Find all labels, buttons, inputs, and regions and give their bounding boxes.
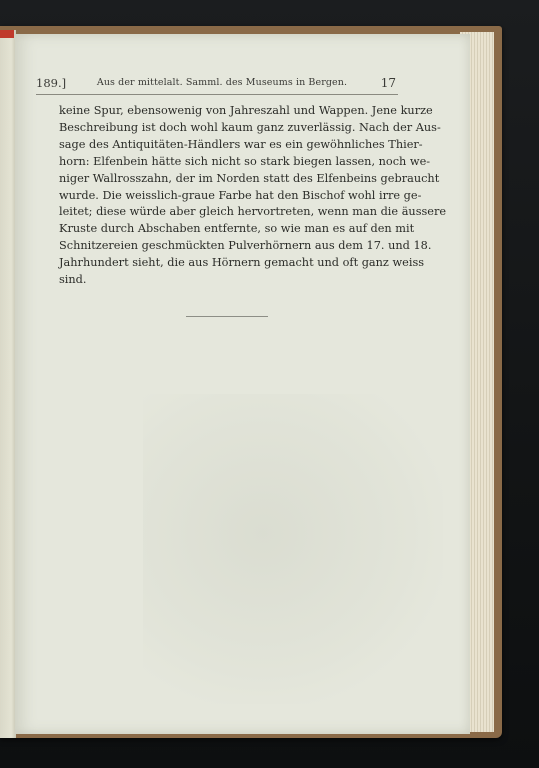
facing-page-edge (0, 30, 16, 738)
text-line: sage des Antiquitäten-Händlers war es ein gewöhnliches Thier- (59, 137, 423, 151)
header-title: Aus der mittelalt. Samml. des Museums in Bergen. (96, 77, 348, 88)
text-line: Schnitzereien geschmückten Pulverhörnern aus dem 17. und 18. (59, 239, 432, 253)
header-rule (36, 94, 398, 95)
section-separator (186, 316, 268, 317)
page-number: 17 (380, 76, 396, 90)
text-line: Kruste durch Abschaben entfernte, so wie man es auf den mit (59, 222, 415, 236)
header-year: 189.] (36, 76, 67, 90)
show-through-illustration (143, 394, 443, 704)
text-line: leitet; diese würde aber gleich hervortreten, wenn man die äussere (59, 205, 447, 219)
text-line: niger Wallrosszahn, der im Norden statt des Elfenbeins gebraucht (59, 171, 440, 185)
body-paragraph (59, 103, 447, 289)
running-header (36, 76, 408, 92)
text-line: wurde. Die weisslich-graue Farbe hat den Bischof wohl irre ge- (59, 188, 422, 202)
text-line: horn: Elfenbein hätte sich nicht so stark biegen lassen, noch we- (59, 154, 431, 168)
text-line: sind. (59, 273, 87, 287)
text-line: keine Spur, ebensowenig von Jahreszahl und Wappen. Jene kurze (59, 104, 433, 117)
text-line: Beschreibung ist doch wohl kaum ganz zuverlässig. Nach der Aus- (59, 120, 441, 134)
red-tab-marker (0, 30, 14, 38)
text-line: Jahrhundert sieht, die aus Hörnern gemacht und oft ganz weiss (59, 256, 425, 270)
